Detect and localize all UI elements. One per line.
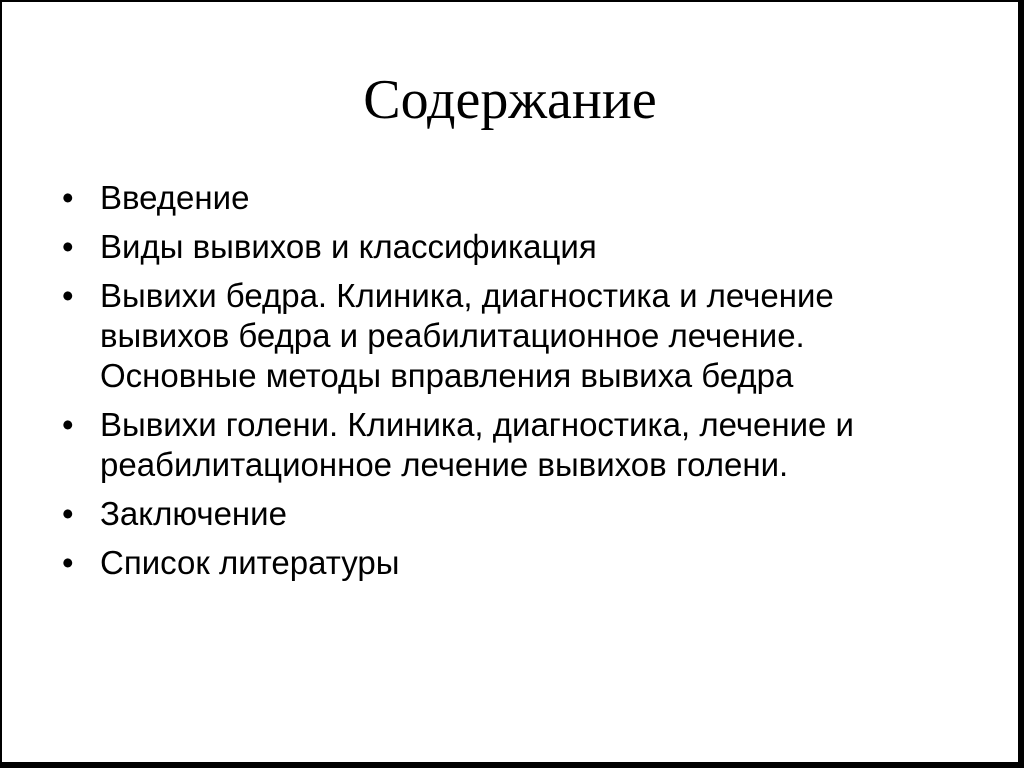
bullet-icon: • [62, 406, 74, 443]
list-item-text: Список литературы [100, 544, 400, 581]
bullet-icon: • [62, 544, 74, 581]
list-item-text: Виды вывихов и классификация [100, 228, 597, 265]
list-item-intro [62, 178, 962, 218]
list-item-text: Вывихи бедра. Клиника, диагностика и лечение вывихов бедра и реабилитационное лечение. Основные методы вправления вывиха бедра [100, 277, 834, 394]
list-item-text: Заключение [100, 495, 287, 532]
list-item-text: Вывихи голени. Клиника, диагностика, лечение и реабилитационное лечение вывихов голени. [100, 406, 854, 483]
bullet-icon: • [62, 277, 74, 314]
list-item-references [62, 543, 962, 583]
list-item-text: Введение [100, 179, 250, 216]
slide-title: Содержание [363, 69, 657, 131]
bullet-icon: • [62, 228, 74, 265]
bullet-icon: • [62, 179, 74, 216]
contents-list [62, 178, 962, 592]
list-item-shin [62, 405, 962, 485]
list-item-types [62, 227, 962, 267]
list-item-hip [62, 276, 962, 396]
list-item-conclusion [62, 494, 962, 534]
bullet-icon: • [62, 495, 74, 532]
slide [2, 2, 1018, 762]
